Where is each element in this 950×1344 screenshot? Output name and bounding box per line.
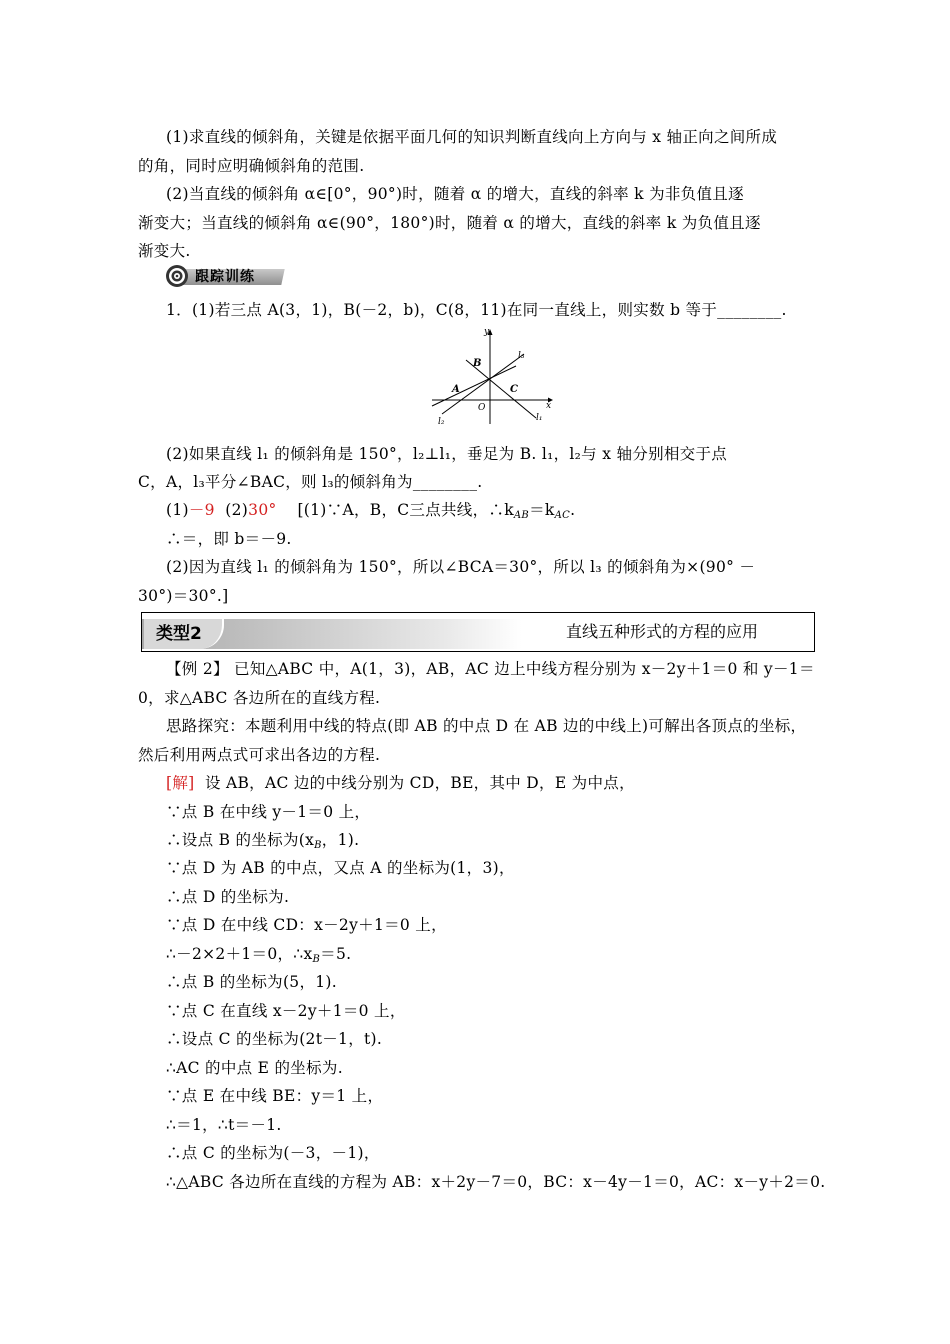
tracking-training-label: 跟踪训练 <box>195 269 255 285</box>
solution-step-3b: ，1). <box>321 831 360 849</box>
solution-step-7 <box>166 944 351 970</box>
answer-part-1-label: (1) <box>166 501 189 519</box>
answer-sub-ac: AC <box>554 510 571 521</box>
solution-step-7-sub: B <box>312 954 321 965</box>
solution-step-9: ∵点 C 在直线 x－2y＋1＝0 上， <box>166 1002 406 1020</box>
answer-explanation-start: [(1)∵A，B，C三点共线，∴k <box>297 501 514 519</box>
fig-label-C: C <box>510 384 518 395</box>
solution-step-15: ∴△ABC 各边所在直线的方程为 AB：x＋2y－7＝0，BC：x－4y－1＝0，AC：x－y＋2＝0. <box>166 1173 826 1191</box>
solution-step-10: ∴设点 C 的坐标为(2t－1，t). <box>166 1030 383 1048</box>
fig-label-l3: l₃ <box>518 351 525 361</box>
solution-step-7a: ∴－2×2＋1＝0，∴x <box>166 945 313 963</box>
fig-label-O: O <box>478 403 486 413</box>
solution-step-2: ∵点 B 在中线 y－1＝0 上， <box>166 803 371 821</box>
solution-step-13: ∴＝1，∴t＝－1. <box>166 1116 282 1134</box>
solution-tag: [解] <box>166 774 195 792</box>
example-line-2: 0，求△ABC 各边所在的直线方程. <box>138 689 381 707</box>
fig-label-B: B <box>473 358 482 369</box>
answer-part-2-label: (2) <box>225 501 249 519</box>
fig-label-y: y <box>484 327 490 337</box>
tip-paragraph-2-line-3: 渐变大. <box>138 242 191 260</box>
target-icon <box>165 264 189 288</box>
exercise-q2-line-1: (2)如果直线 l₁ 的倾斜角是 150°，l₂⊥l₁，垂足为 B. l₁，l₂与 x 轴分别相交于点 <box>166 445 728 463</box>
answer-2-value: 30° <box>248 501 277 519</box>
fig-label-x: x <box>546 401 552 411</box>
answer-1-value: －9 <box>188 501 215 519</box>
solution-step-4: ∵点 D 为 AB 的中点，又点 A 的坐标为(1，3)， <box>166 859 515 877</box>
solution-step-11: ∴AC 的中点 E 的坐标为. <box>166 1059 343 1077</box>
fig-label-l2: l₂ <box>438 417 445 426</box>
solution-step-8: ∴点 B 的坐标为(5，1). <box>166 973 337 991</box>
fig-label-A: A <box>452 384 460 395</box>
type2-title: 直线五种形式的方程的应用 <box>566 622 759 641</box>
example-line-1: 【例 2】 已知△ABC 中，A(1，3)，AB，AC 边上中线方程分别为 x－2y＋1＝0 和 y－1＝ <box>166 660 815 678</box>
solution-step-3-sub: B <box>314 840 322 851</box>
tip-paragraph-1-line-1: (1)求直线的倾斜角，关键是依据平面几何的知识判断直线向上方向与 x 轴正向之间所成 <box>166 128 778 146</box>
solution-step-3a: ∴设点 B 的坐标为(x <box>166 831 315 849</box>
solution-step-6: ∵点 D 在中线 CD：x－2y＋1＝0 上， <box>166 916 447 934</box>
answer-sub-ab: AB <box>513 510 530 521</box>
solution-step-7b: ＝5. <box>320 945 352 963</box>
tracking-training-banner <box>165 264 283 288</box>
answer-eq: ＝k <box>529 501 555 519</box>
tip-paragraph-2-line-2: 渐变大；当直线的倾斜角 α∈(90°，180°)时，随着 α 的增大，直线的斜率 k 为负值且逐 <box>138 214 761 232</box>
solution-step-1: 设 AB，AC 边的中线分别为 CD，BE，其中 D，E 为中点， <box>204 774 635 792</box>
solution-step-12: ∵点 E 在中线 BE：y＝1 上， <box>166 1087 384 1105</box>
exercise-q1: 1．(1)若三点 A(3，1)，B(－2，b)，C(8，11)在同一直线上，则实数 b 等于________. <box>166 301 787 319</box>
fig-label-l1: l₁ <box>536 413 543 423</box>
solution-step-5: ∴点 D 的坐标为. <box>166 888 290 906</box>
think-line-1: 思路探究：本题利用中线的特点(即 AB 的中点 D 在 AB 边的中线上)可解出各顶点的坐标， <box>166 717 807 735</box>
answer-line-1 <box>166 500 575 526</box>
answer-line-4: 30°)＝30°.] <box>138 587 229 605</box>
answer-end: . <box>570 501 576 519</box>
solution-line-1 <box>166 773 635 793</box>
answer-line-3: (2)因为直线 l₁ 的倾斜角为 150°，所以∠BCA＝30°，所以 l₃ 的倾斜角为×(90° － <box>166 558 756 576</box>
exercise-q2-line-2: C，A，l₃平分∠BAC，则 l₃的倾斜角为________. <box>138 473 483 491</box>
solution-step-14: ∴点 C 的坐标为(－3，－1)， <box>166 1144 380 1162</box>
type2-header <box>141 612 815 652</box>
tip-paragraph-1-line-2: 的角，同时应明确倾斜角的范围. <box>138 157 365 175</box>
solution-step-3 <box>166 830 359 856</box>
think-line-2: 然后利用两点式可求出各边的方程. <box>138 746 381 764</box>
type2-label: 类型2 <box>156 624 202 644</box>
tip-paragraph-2-line-1: (2)当直线的倾斜角 α∈[0°，90°)时，随着 α 的增大，直线的斜率 k 为非负值且逐 <box>166 185 744 203</box>
lines-figure <box>428 326 556 426</box>
answer-line-2: ∴＝，即 b＝－9. <box>166 530 292 548</box>
